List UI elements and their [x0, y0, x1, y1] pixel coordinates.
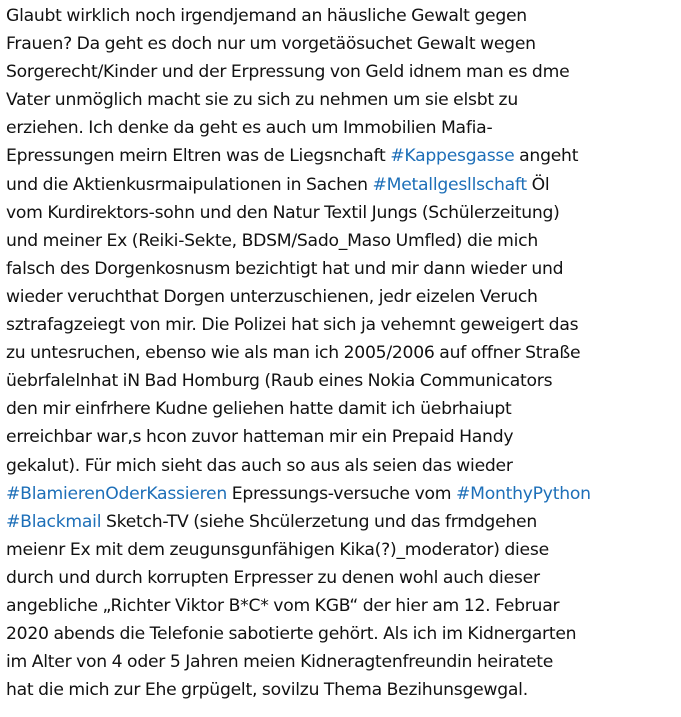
text-segment: üebrfalelnhat iN Bad Homburg (Raub eines Nokia Communicators: [6, 371, 553, 392]
text-segment: hat die mich zur Ehe grpügelt, sovilzu Thema Bezihunsgewgal.: [6, 680, 528, 701]
text-line: [6, 227, 675, 255]
text-line: [6, 676, 675, 704]
text-segment: Epressungen meirn Eltren was de Liegsnchaft: [6, 146, 391, 167]
hashtag-link[interactable]: #BlamierenOderKassieren: [6, 483, 227, 504]
text-segment: falsch des Dorgenkosnusm bezichtigt hat und mir dann wieder und: [6, 258, 564, 279]
text-segment: Vater unmöglich macht sie zu sich zu nehmen um sie elsbt zu: [6, 90, 518, 111]
post-body: [6, 2, 675, 704]
text-segment: sztrafagzeiegt von mir. Die Polizei hat sich ja vehemnt geweigert das: [6, 315, 579, 336]
text-line: [6, 142, 675, 170]
text-line: [6, 311, 675, 339]
text-line: [6, 423, 675, 451]
text-line: [6, 2, 675, 30]
text-segment: wieder veruchthat Dorgen unterzuschienen, jedr eizelen Veruch: [6, 286, 538, 307]
text-line: [6, 480, 675, 508]
text-segment: 2020 abends die Telefonie sabotierte gehört. Als ich im Kidnergarten: [6, 624, 577, 645]
text-line: [6, 648, 675, 676]
text-segment: meienr Ex mit dem zeugunsgunfähigen Kika(?)_moderator) diese: [6, 539, 549, 560]
text-line: [6, 339, 675, 367]
text-line: [6, 171, 675, 199]
text-segment: angebliche „Richter Viktor B*C* vom KGB“ der hier am 12. Februar: [6, 595, 560, 616]
text-line: [6, 564, 675, 592]
text-line: [6, 592, 675, 620]
hashtag-link[interactable]: #MonthyPython: [455, 483, 591, 504]
text-segment: durch und durch korrupten Erpresser zu denen wohl auch dieser: [6, 567, 540, 588]
text-line: [6, 58, 675, 86]
text-line: [6, 452, 675, 480]
text-line: [6, 367, 675, 395]
text-segment: Öl: [526, 174, 550, 195]
hashtag-link[interactable]: #Kappesgasse: [390, 146, 515, 167]
text-segment: erreichbar war,s hcon zuvor hatteman mir ein Prepaid Handy: [6, 427, 514, 448]
text-segment: und die Aktienkusrmaipulationen in Sachen: [6, 174, 373, 195]
text-line: [6, 620, 675, 648]
text-line: [6, 199, 675, 227]
text-line: [6, 86, 675, 114]
text-segment: Epressungs-versuche vom: [227, 483, 456, 504]
text-segment: den mir einfrhere Kudne geliehen hatte damit ich üebrhaiupt: [6, 399, 512, 420]
text-line: [6, 114, 675, 142]
text-segment: Sorgerecht/Kinder und der Erpressung von Geld idnem man es dme: [6, 62, 570, 83]
text-segment: erziehen. Ich denke da geht es auch um Immobilien Mafia-: [6, 118, 493, 139]
text-line: [6, 536, 675, 564]
text-segment: gekalut). Für mich sieht das auch so aus als seien das wieder: [6, 455, 513, 476]
hashtag-link[interactable]: #Metallgesllschaft: [372, 174, 527, 195]
text-line: [6, 255, 675, 283]
text-segment: angeht: [514, 146, 579, 167]
text-segment: Sketch-TV (siehe Shcülerzetung und das frmdgehen: [101, 511, 538, 532]
hashtag-link[interactable]: #Blackmail: [6, 511, 102, 532]
text-segment: im Alter von 4 oder 5 Jahren meien Kidneragtenfreundin heiratete: [6, 652, 554, 673]
text-line: [6, 283, 675, 311]
text-segment: Glaubt wirklich noch irgendjemand an häusliche Gewalt gegen: [6, 6, 527, 26]
text-segment: zu untesruchen, ebenso wie als man ich 2005/2006 auf offner Straße: [6, 343, 581, 364]
text-segment: vom Kurdirektors-sohn und den Natur Textil Jungs (Schülerzeitung): [6, 202, 560, 223]
text-segment: Frauen? Da geht es doch nur um vorgetäösuchet Gewalt wegen: [6, 34, 536, 55]
text-line: [6, 395, 675, 423]
text-line: [6, 508, 675, 536]
text-line: [6, 30, 675, 58]
text-segment: und meiner Ex (Reiki-Sekte, BDSM/Sado_Maso Umfled) die mich: [6, 230, 539, 251]
